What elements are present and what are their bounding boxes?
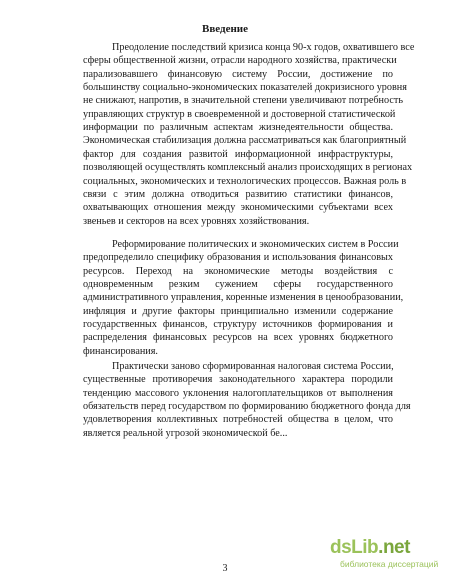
paragraph-1-line: не снижают, напротив, в значительной степени увеличивают потребность (83, 95, 403, 107)
paragraph-1-line: связи с этим должна отводиться развитию статистики финансов, (83, 188, 393, 200)
watermark-logo-main: dsLib (330, 537, 379, 558)
paragraph-1-line: звеньев и секторов на всех уровнях хозяйствования. (83, 215, 310, 227)
paragraph-3-line: удовлетворения коллективных потребностей общества в целом, что (83, 414, 393, 426)
paragraph-2-line: ресурсов. Переход на экономические методы воздействия с (83, 265, 393, 277)
paragraph-2-line: предопределило специфику образования и использования финансовых (83, 252, 393, 264)
paragraph-3-line: существенные противоречия законодательного характера породили (83, 374, 393, 386)
paragraph-3-line: обязательств перед государством по формированию бюджетного фонда для (83, 401, 411, 413)
paragraph-2-line: одновременным резким сужением сферы государственного (83, 279, 393, 291)
paragraph-1-line: сферы общественной жизни, отрасли народного хозяйства, практически (83, 55, 397, 67)
paragraph-1-line: управляющих структур в своевременной и достоверной статистической (83, 108, 396, 120)
paragraph-1-line: социальных, экономических и технологических процессов. Важная роль в (83, 175, 407, 187)
document-title: Введение (201, 23, 249, 35)
paragraph-1-line: Экономическая стабилизация должна рассматриваться как благоприятный (83, 135, 407, 147)
paragraph-3-line: является реальной угрозой экономической бе... (83, 427, 288, 439)
paragraph-2-line: распределения финансовых ресурсов на всех уровнях бюджетного (83, 332, 393, 344)
watermark-subtitle: библиотека диссертаций (340, 559, 439, 569)
paragraph-2-line: Реформирование политических и экономических систем в России (112, 239, 399, 250)
paragraph-1-line: парализовавшего финансовую систему России, достижение по (83, 68, 393, 80)
watermark-logo-text (330, 538, 410, 558)
paragraph-1-line: позволяющей осуществлять комплексный анализ происходящих в регионах (83, 162, 413, 174)
paragraph-2-line: государственных финансов, структуру источников формирования и (83, 319, 393, 331)
paragraph-1-line: охватывающих отношения между экономическими субъектами всех (83, 202, 393, 214)
page-number: 3 (222, 563, 228, 574)
paragraph-1-line: Преодоление последствий кризиса конца 90-х годов, охватившего все (112, 42, 415, 53)
paragraph-1-line: большинству социально-экономических показателей докризисного уровня (83, 82, 407, 94)
paragraph-2-line: административного управления, коренные изменения в ценообразовании, (83, 292, 404, 304)
paragraph-2-line: финансирования. (83, 345, 158, 357)
watermark-logo-tld: .net (378, 537, 410, 558)
paragraph-2-line: инфляция и другие факторы принципиально изменили содержание (83, 305, 393, 317)
paragraph-3-line: Практически заново сформированная налоговая система России, (112, 361, 394, 372)
paragraph-1-line: фактор для создания развитой информационной инфраструктуры, (83, 148, 393, 160)
paragraph-1-line: информации по различным аспектам жизнедеятельности общества. (83, 122, 393, 134)
paragraph-3-line: тенденцию массового уклонения налогоплательщиков от выполнения (83, 387, 393, 399)
watermark-logo (330, 538, 448, 578)
